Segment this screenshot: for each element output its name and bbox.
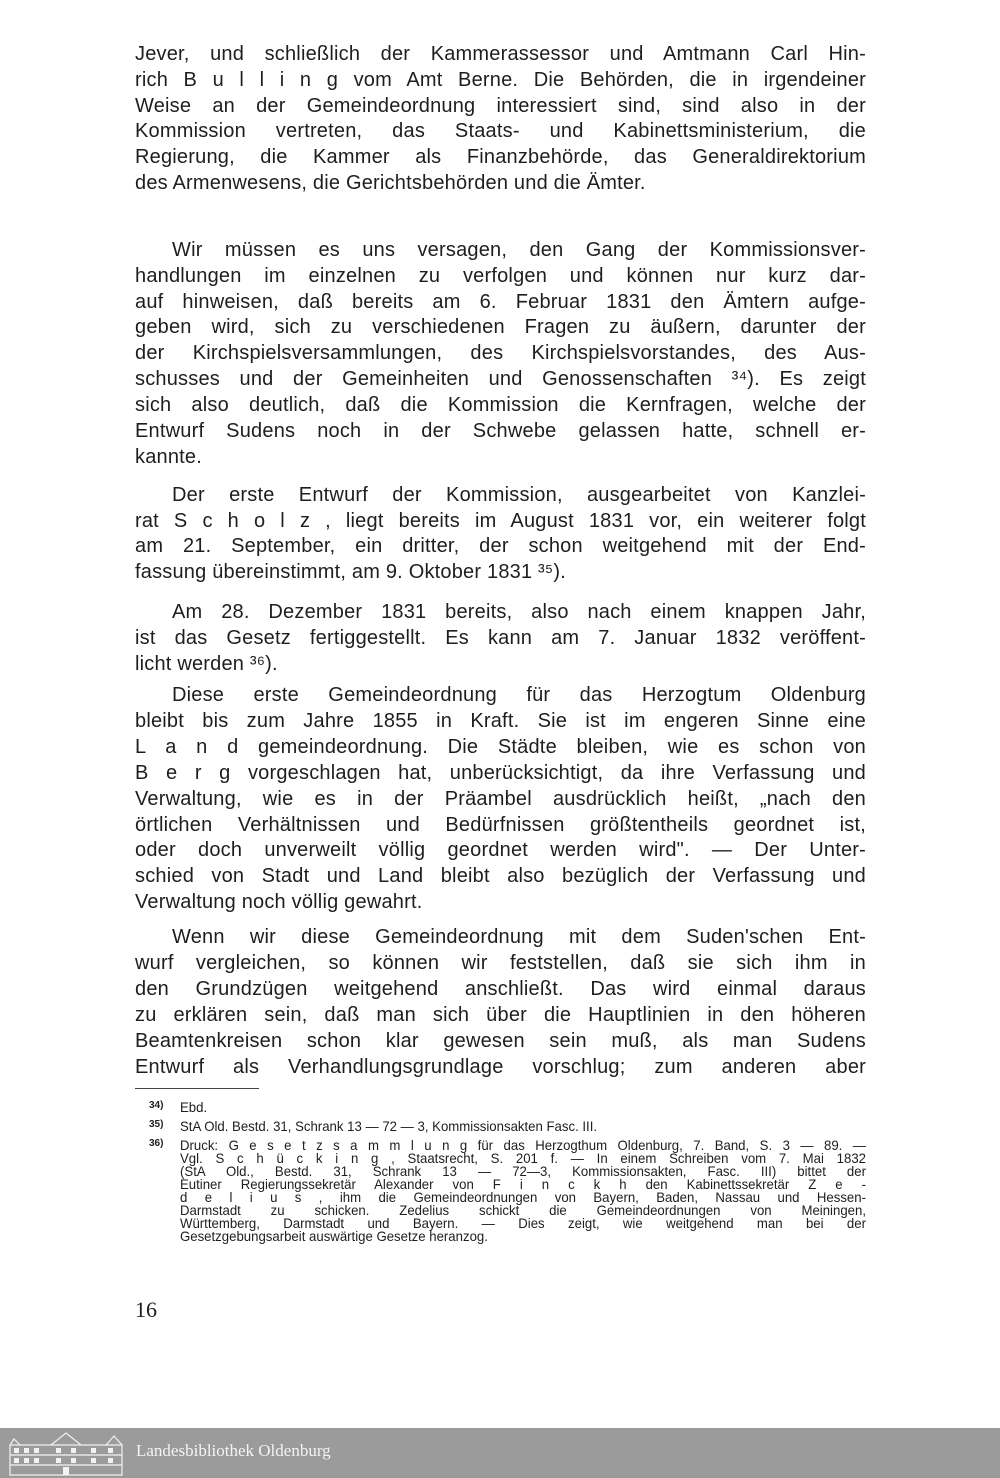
paragraph-line: fassung übereinstimmt, am 9. Oktober 1831 ³⁵).	[135, 561, 567, 583]
footnote-line: Eutiner Regierungssekretär Alexander von F i n c k h den Kabinettssekretär Z e -	[180, 1176, 866, 1193]
paragraph-line: B e r g vorgeschlagen hat, unberücksichtigt, da ihre Verfassung und	[135, 762, 866, 784]
paragraph-line: Am 28. Dezember 1831 bereits, also nach einem knappen Jahr,	[172, 601, 866, 623]
footnote-line: Vgl. S c h ü c k i n g , Staatsrecht, S. 201 f. — In einem Schreiben vom 7. Mai 1832	[180, 1150, 866, 1167]
paragraph-line: bleibt bis zum Jahre 1855 in Kraft. Sie ist im engeren Sinne eine	[135, 710, 866, 732]
footnote-line: Darmstadt zu schicken. Zedelius schickt die Gemeindeordnungen von Meiningen,	[180, 1202, 866, 1219]
paragraph-line: wurf vergleichen, so können wir feststellen, daß sie sich ihm in	[135, 952, 866, 974]
paragraph-line: örtlichen Verhältnissen und Bedürfnissen größtentheils geordnet ist,	[135, 814, 866, 836]
page-number: 16	[135, 1297, 157, 1322]
paragraph-line: licht werden ³⁶).	[135, 653, 278, 675]
paragraph-line: rat S c h o l z , liegt bereits im August 1831 vor, ein weiterer folgt	[135, 510, 866, 532]
paragraph-line: sich also deutlich, daß die Kommission die Kernfragen, welche der	[135, 394, 866, 416]
footnote-number: 36)	[149, 1138, 164, 1149]
paragraph-line: Entwurf Sudens noch in der Schwebe gelassen hatte, schnell er-	[135, 420, 866, 442]
footnote-line: (StA Old., Bestd. 31, Schrank 13 — 72—3, Kommissionsakten, Fasc. III) bittet der	[180, 1163, 866, 1180]
paragraph-line: am 21. September, ein dritter, der schon weitgehend mit der End-	[135, 535, 866, 557]
paragraph-line: Verwaltung noch völlig gewahrt.	[135, 891, 423, 913]
paragraph-line: den Grundzügen weitgehend anschließt. Das wird einmal daraus	[135, 978, 866, 1000]
paragraph-line: ist das Gesetz fertiggestellt. Es kann am 7. Januar 1832 veröffent-	[135, 627, 866, 649]
paragraph-line: auf hinweisen, daß bereits am 6. Februar 1831 den Ämtern aufge-	[135, 291, 866, 313]
paragraph-line: handlungen im einzelnen zu verfolgen und können nur kurz dar-	[135, 265, 866, 287]
paragraph-line: kannte.	[135, 446, 203, 468]
paragraph-line: der Kirchspielsversammlungen, des Kirchspielsvorstandes, des Aus-	[135, 342, 866, 364]
footnote-line: Druck: G e s e t z s a m m l u n g für das Herzogthum Oldenburg, 7. Band, S. 3 — 89. —	[180, 1137, 866, 1154]
paragraph-line: Diese erste Gemeindeordnung für das Herzogtum Oldenburg	[172, 684, 866, 706]
paragraph-line: Verwaltung, wie es in der Präambel ausdrücklich heißt, „nach den	[135, 788, 866, 810]
library-name: Landesbibliothek Oldenburg	[136, 1441, 331, 1460]
paragraph-line: geben wird, sich zu verschiedenen Fragen zu äußern, darunter der	[135, 316, 866, 338]
footnote-divider	[135, 1088, 259, 1089]
paragraph-line: schusses und der Gemeinheiten und Genossenschaften ³⁴). Es zeigt	[135, 368, 866, 390]
paragraph-line: oder doch unverweilt völlig geordnet werden wird". — Der Unter-	[135, 839, 866, 861]
library-banner	[0, 1428, 1000, 1478]
paragraph-line: Der erste Entwurf der Kommission, ausgearbeitet von Kanzlei-	[172, 484, 866, 506]
footnote-number: 34)	[149, 1100, 164, 1111]
paragraph-line: schied von Stadt und Land bleibt also bezüglich der Verfassung und	[135, 865, 866, 887]
paragraph-line: Wenn wir diese Gemeindeordnung mit dem Suden'schen Ent-	[172, 926, 866, 948]
footnote-line: Ebd.	[180, 1099, 208, 1116]
paragraph-line: L a n d gemeindeordnung. Die Städte bleiben, wie es schon von	[135, 736, 866, 758]
paragraph-line: zu erklären sein, daß man sich über die Hauptlinien in den höheren	[135, 1004, 866, 1026]
library-building-logo-icon	[6, 1431, 126, 1477]
paragraph-line: Beamtenkreisen schon klar gewesen sein muß, als man Sudens	[135, 1030, 866, 1052]
footnote-line: Gesetzgebungsarbeit auswärtige Gesetze heranzog.	[180, 1228, 488, 1245]
paragraph-line: Wir müssen es uns versagen, den Gang der Kommissionsver-	[172, 239, 866, 261]
paragraph-line: des Armenwesens, die Gerichtsbehörden und die Ämter.	[135, 172, 646, 194]
paragraph-line: Weise an der Gemeindeordnung interessiert sind, sind also in der	[135, 95, 866, 117]
footnote-line: StA Old. Bestd. 31, Schrank 13 — 72 — 3, Kommissionsakten Fasc. III.	[180, 1118, 598, 1135]
paragraph-line: rich B u l l i n g vom Amt Berne. Die Behörden, die in irgendeiner	[135, 69, 866, 91]
paragraph-line: Kommission vertreten, das Staats- und Kabinettsministerium, die	[135, 120, 866, 142]
paragraph-line: Entwurf als Verhandlungsgrundlage vorschlug; zum anderen aber	[135, 1056, 866, 1078]
paragraph-line: Regierung, die Kammer als Finanzbehörde, das Generaldirektorium	[135, 146, 866, 168]
paragraph-line: Jever, und schließlich der Kammerassessor und Amtmann Carl Hin-	[135, 43, 866, 65]
footnote-line: d e l i u s , ihm die Gemeindeordnungen von Bayern, Baden, Nassau und Hessen-	[180, 1189, 866, 1206]
footnote-number: 35)	[149, 1119, 164, 1130]
footnote-line: Württemberg, Darmstadt und Bayern. — Dies zeigt, wie weitgehend man bei der	[180, 1215, 866, 1232]
